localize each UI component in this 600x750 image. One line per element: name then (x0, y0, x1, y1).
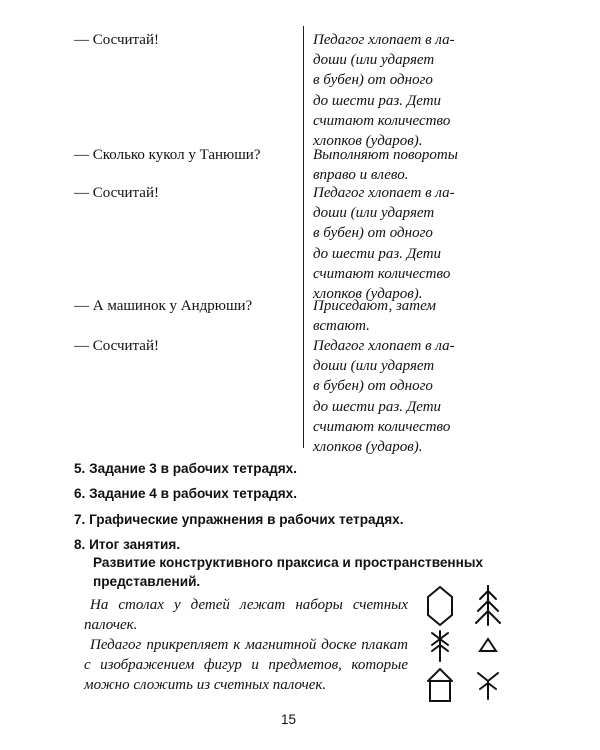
triangle-figure (480, 639, 496, 651)
task-8-subtitle: Развитие конструктивного праксиса и пространственных представлений. (93, 555, 484, 589)
paragraph-1 (84, 595, 408, 635)
dialogue-phrase: — Сколько кукол у Танюши? (74, 147, 261, 163)
paragraph-2-text: Педагог прикрепляет к магнитной доске плакат с изображением фигур и предметов, которые можно сложить из счетных палочек. (84, 637, 408, 693)
paragraph-1-text: На столах у детей лежат наборы счетных палочек. (84, 597, 408, 633)
dialogue-phrase: — А машинок у Андрюши? (74, 298, 253, 314)
dialogue-phrase: — Сосчитай! (74, 338, 159, 354)
task-6: 6. Задание 4 в рабочих тетрадях. (74, 486, 298, 501)
task-5: 5. Задание 3 в рабочих тетрадях. (74, 461, 298, 476)
task-7: 7. Графические упражнения в рабочих тетрадях. (74, 512, 404, 527)
stick-figures-illustration (418, 585, 518, 705)
house-figure (428, 669, 452, 701)
dialogue-note: Выполняют повороты вправо и влево. (313, 147, 458, 184)
asterisk-figure (432, 631, 448, 661)
hexagon-figure (428, 587, 452, 625)
dialogue-note: Педагог хлопает в ла- доши (или ударяет в бубен) от одного до шести раз. Дети считают количество хлопков (ударов). (313, 32, 455, 150)
dialogue-phrase: — Сосчитай! (74, 32, 159, 48)
column-divider (303, 26, 304, 448)
paragraph-2 (84, 635, 408, 695)
dialogue-phrase: — Сосчитай! (74, 185, 159, 201)
page-number: 15 (281, 712, 297, 727)
dialogue-note: Педагог хлопает в ла- доши (или ударяет в бубен) от одного до шести раз. Дети считают количество хлопков (ударов). (313, 338, 455, 456)
task-8: 8. Итог занятия. (74, 537, 181, 552)
fir-tree-figure (476, 585, 500, 625)
ray-figure (478, 673, 498, 699)
dialogue-note: Приседают, затем встают. (313, 298, 436, 335)
dialogue-note: Педагог хлопает в ла- доши (или ударяет в бубен) от одного до шести раз. Дети считают количество хлопков (ударов). (313, 185, 455, 303)
